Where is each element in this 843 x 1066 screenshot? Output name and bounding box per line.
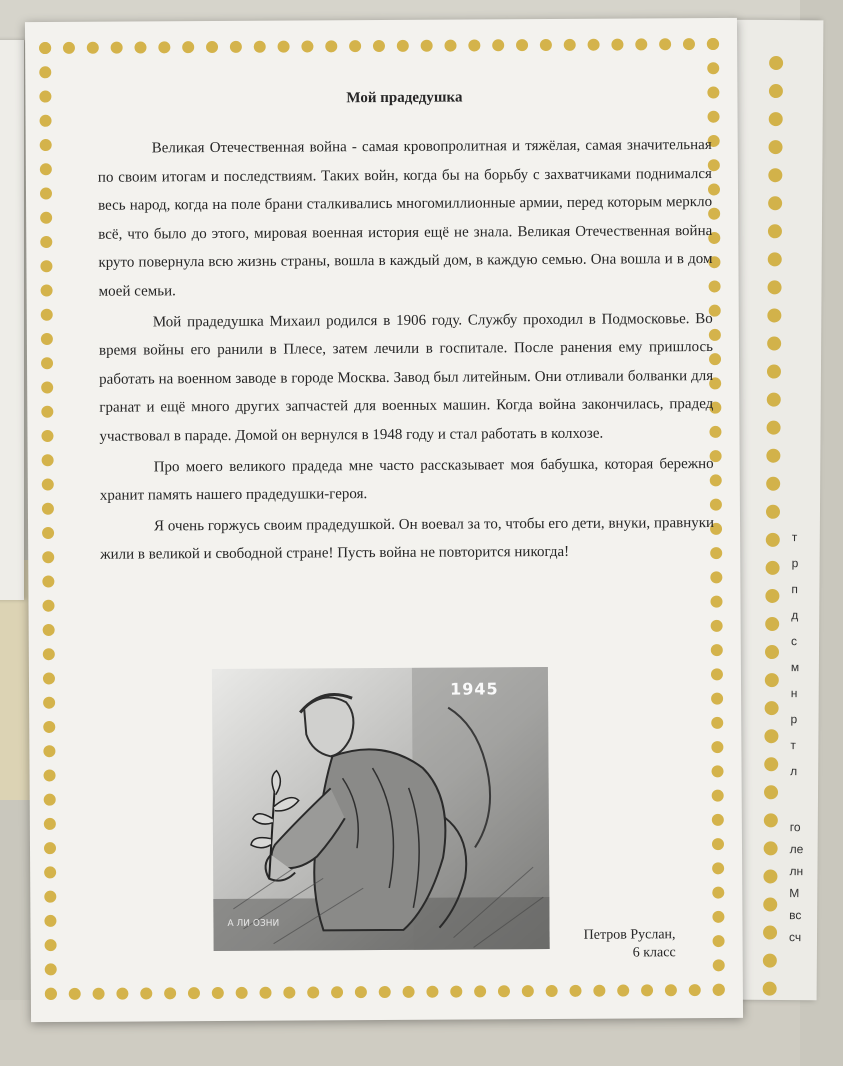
neighbor-text-fragment: п (791, 582, 798, 597)
essay-paragraph: Великая Отечественная война - самая кровопролитная и тяжёлая, самая значительная по своим итогам и последствиям. Таких войн, когда бы на борьбу с захватчиками поднимался весь народ, когда на поле брани сталкивались многомиллионные армии, перед которым меркло всё, что было до этого, мировая военная история ещё не знала. Великая Отечественная война круто повернула всю жизнь страны, вошла в каждый дом, в каждую семью. Она вошла и в дом моей семьи. (97, 136, 713, 300)
author-name: Петров Руслан, (583, 927, 676, 943)
essay-title: Мой прадедушка (346, 89, 463, 107)
essay-paragraph: Мой прадедушка Михаил родился в 1906 году. Службу проходил в Подмосковье. Во время войны его ранили в Плесе, затем лечили в госпитале. После ранения ему пришлось работать на военном заводе в городе Москва. Завод был литейным. Они отливали болванки для гранат и ещё много других запчастей для военных машин. Когда война закончилась, прадед участвовал в параде. Домой он вернулся в 1948 году и стал работать в колхозе. (98, 310, 714, 445)
author-grade: 6 класс (632, 945, 676, 961)
neighbor-text-fragment: н (790, 686, 798, 701)
neighbor-text-fragment: м (790, 660, 800, 675)
illustration-bottom-caption: А ЛИ ОЗНИ (227, 918, 280, 929)
essay-paragraph: Я очень горжусь своим прадедушкой. Он воевал за то, чтобы его дети, внуки, правнуки жили в великой и свободной стране! Пусть война не повторится никогда! (100, 514, 715, 564)
illustration-drawing (212, 667, 550, 951)
neighbor-text-fragment: л (790, 764, 798, 779)
neighbor-text-fragment: М (789, 886, 800, 901)
essay-content (97, 88, 714, 570)
neighbor-text-fragment: д (791, 608, 799, 623)
neighbor-text-fragment: с (791, 634, 798, 649)
neighbor-text-fragment: р (791, 556, 799, 571)
author-signature (550, 926, 675, 963)
essay-paragraph: Про моего великого прадеда мне часто рассказывает моя бабушка, которая бережно хранит память нашего прадедушки-героя. (99, 455, 714, 504)
neighbor-text-fragment: р (790, 712, 798, 727)
neighbor-sheet-left (0, 40, 24, 600)
neighbor-text-fragment: ле (789, 842, 804, 857)
neighbor-text-fragment: сч (788, 930, 802, 945)
neighbor-text-fragment: т (791, 530, 798, 545)
essay-sheet (25, 18, 743, 1022)
soldier-planting-tree-illustration (212, 667, 550, 951)
neighbor-text-fragment: го (789, 820, 801, 835)
illustration-year-label: 1945 (449, 679, 499, 699)
neighbor-text-fragment: вс (789, 908, 802, 923)
neighbor-text-fragment: т (790, 738, 796, 753)
neighbor-text-fragment: лн (789, 864, 804, 879)
